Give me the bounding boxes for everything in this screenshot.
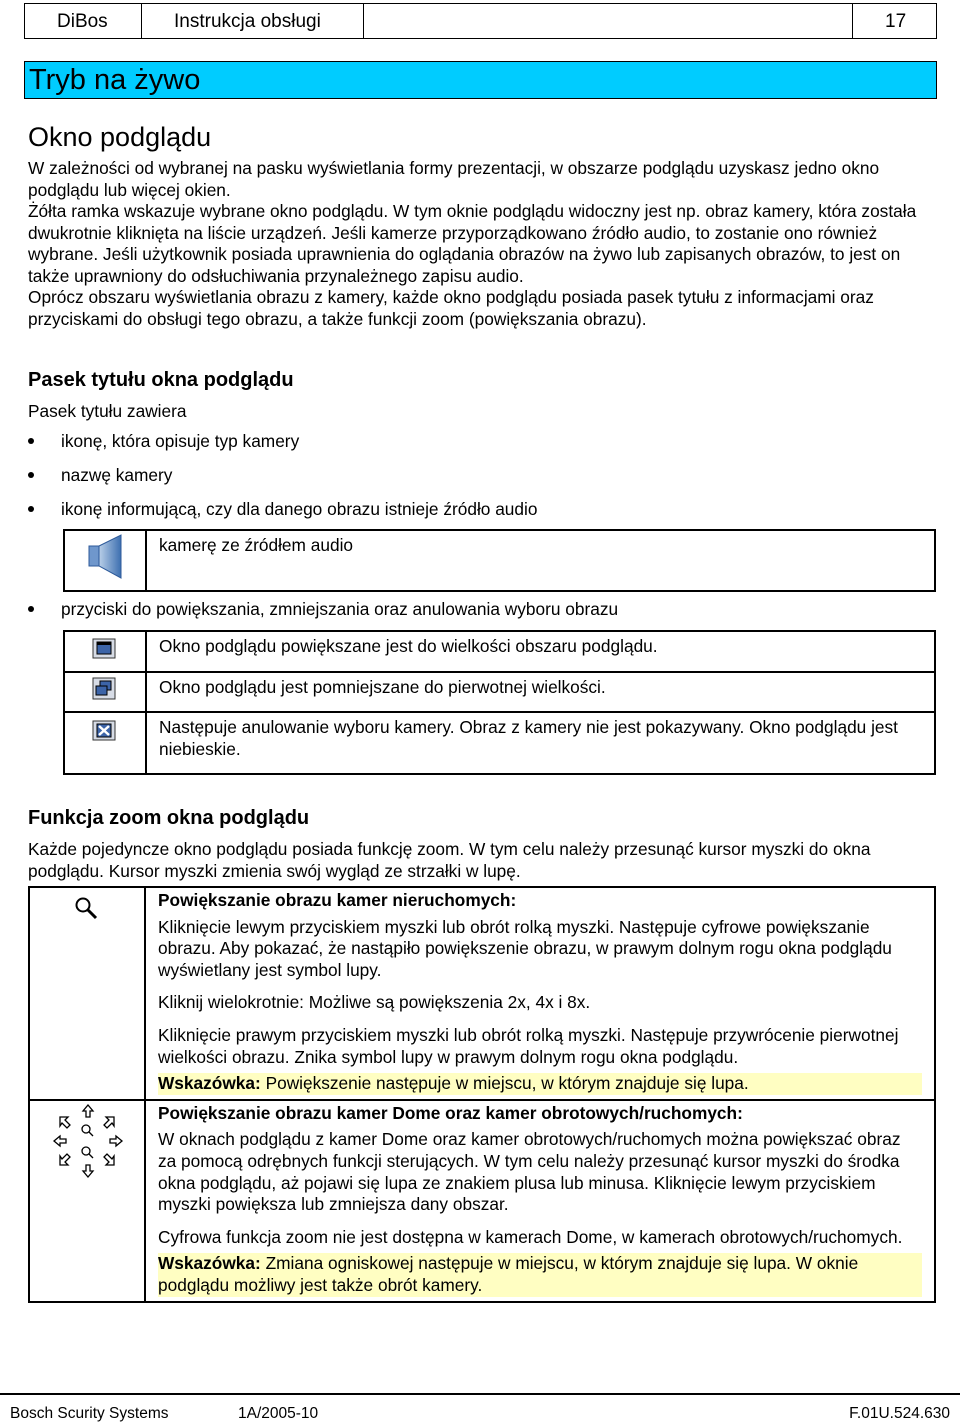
close-description: Następuje anulowanie wyboru kamery. Obraz z kamery nie jest pokazywany. Okno podglądu jest niebieskie. xyxy=(146,712,935,774)
section-title-preview-window: Okno podglądu xyxy=(28,122,212,152)
header-manual: Instrukcja obsługi xyxy=(141,3,364,39)
section-title-zoom: Funkcja zoom okna podglądu xyxy=(28,807,310,829)
section-title-title-bar: Pasek tytułu okna podglądu xyxy=(28,369,294,391)
ptz-cursor-icon xyxy=(30,1101,144,1181)
static-zoom-p1: Kliknięcie lewym przyciskiem myszki lub obrót rolką myszki. Następuje cyfrowe powiększanie obrazu. Aby pokazać, że nastąpiło powiększenie obrazu, w prawym dolnym rogu okna podglądu wyświetlany jest symbol lupy. xyxy=(158,916,892,980)
static-zoom-heading: Powiększanie obrazu kamer nieruchomych: xyxy=(158,890,517,910)
dome-camera-zoom-cell xyxy=(145,1100,935,1302)
audio-description: kamerę ze źródłem audio xyxy=(146,530,935,591)
static-camera-zoom-cell xyxy=(145,887,935,1100)
restore-icon-cell xyxy=(64,672,146,713)
header-product: DiBos xyxy=(24,3,142,39)
footer-rule xyxy=(0,1393,960,1395)
close-icon-cell xyxy=(64,712,146,774)
footer-date: 1A/2005-10 xyxy=(238,1405,319,1422)
static-zoom-hint: Wskazówka: Powiększenie następuje w miejscu, w którym znajduje się lupa. xyxy=(158,1073,922,1095)
magnifier-icon-cell xyxy=(29,887,145,1100)
magnifier-icon xyxy=(30,888,144,928)
dome-zoom-p2: Cyfrowa funkcja zoom nie jest dostępna w kamerach Dome, w kamerach obrotowych/ruchomych. xyxy=(158,1226,903,1247)
zoom-intro: Każde pojedyncze okno podglądu posiada funkcję zoom. W tym celu należy przesunąć kursor myszki do okna podglądu. Kursor myszki zmienia swój wygląd ze strzałki w lupę. xyxy=(28,839,871,881)
dome-zoom-heading: Powiększanie obrazu kamer Dome oraz kamer obrotowych/ruchomych: xyxy=(158,1102,743,1123)
maximize-icon xyxy=(65,632,145,665)
paragraph-2: Żółta ramka wskazuje wybrane okno podglądu. W tym oknie podglądu widoczny jest np. obraz kamery, która została dwukrotnie kliknięta na liście urządzeń. Jeśli kamerze przyporządkowano źródło audio, to zostanie ono również wybrane. Jeśli użytkownik posiada uprawnienia do oglądania obrazów na żywo lub zapisanych obrazów, to jest on także uprawniony do odsłuchiwania przynależnego zapisu audio. xyxy=(28,201,917,286)
paragraph-3: Oprócz obszaru wyświetlania obrazu z kamery, każde okno podglądu posiada pasek tytułu z informacjami oraz przyciskami do obsługi tego obrazu, a także funkcji zoom (powiększania obrazu). xyxy=(28,287,874,329)
title-bar-intro: Pasek tytułu zawiera xyxy=(28,401,187,421)
paragraph-1: W zależności od wybranej na pasku wyświetlania formy prezentacji, w obszarze podglądu uzyskasz jedno okno podglądu lub więcej okien. xyxy=(28,158,880,200)
restore-icon xyxy=(65,673,145,706)
zoom-table xyxy=(28,886,936,1303)
static-zoom-p3: Kliknięcie prawym przyciskiem myszki lub obrót rolką myszki. Następuje przywrócenie pierwotnej wielkości obrazu. Znika symbol lupy w prawym dolnym rogu okna podglądu. xyxy=(158,1024,899,1067)
ptz-icon-cell xyxy=(29,1100,145,1302)
dome-zoom-p1: W oknach podglądu z kamer Dome oraz kamer obrotowych/ruchomych można powiększać obraz za pomocą odrębnych funkcji sterujących. W tym celu należy przesunąć kursor myszki do środka okna podglądu, aż pojawi się lupa ze znakiem plusa lub minusa. Kliknięcie lewym przyciskiem myszki powiększa lub zmniejsza dany obszar. xyxy=(158,1129,901,1215)
speaker-icon xyxy=(65,531,145,584)
audio-table xyxy=(63,529,936,592)
footer-doc-number: F.01U.524.630 xyxy=(849,1405,950,1422)
static-zoom-p2: Kliknij wielokrotnie: Możliwe są powiększenia 2x, 4x i 8x. xyxy=(158,992,591,1013)
dome-zoom-hint: Wskazówka: Zmiana ogniskowej następuje w miejscu, w którym znajduje się lupa. W oknie podglądu możliwy jest także obrót kamery. xyxy=(158,1253,922,1296)
maximize-icon-cell xyxy=(64,631,146,672)
close-icon xyxy=(65,713,145,753)
maximize-description: Okno podglądu powiększane jest do wielkości obszaru podglądu. xyxy=(146,631,935,672)
audio-icon-cell xyxy=(64,530,146,591)
zoom-buttons-table xyxy=(63,630,936,775)
header-spacer xyxy=(363,3,853,39)
restore-description: Okno podglądu jest pomniejszane do pierwotnej wielkości. xyxy=(146,672,935,713)
footer-company: Bosch Scurity Systems xyxy=(10,1405,169,1422)
chapter-title: Tryb na żywo xyxy=(24,61,937,99)
header-page-number: 17 xyxy=(852,3,937,39)
